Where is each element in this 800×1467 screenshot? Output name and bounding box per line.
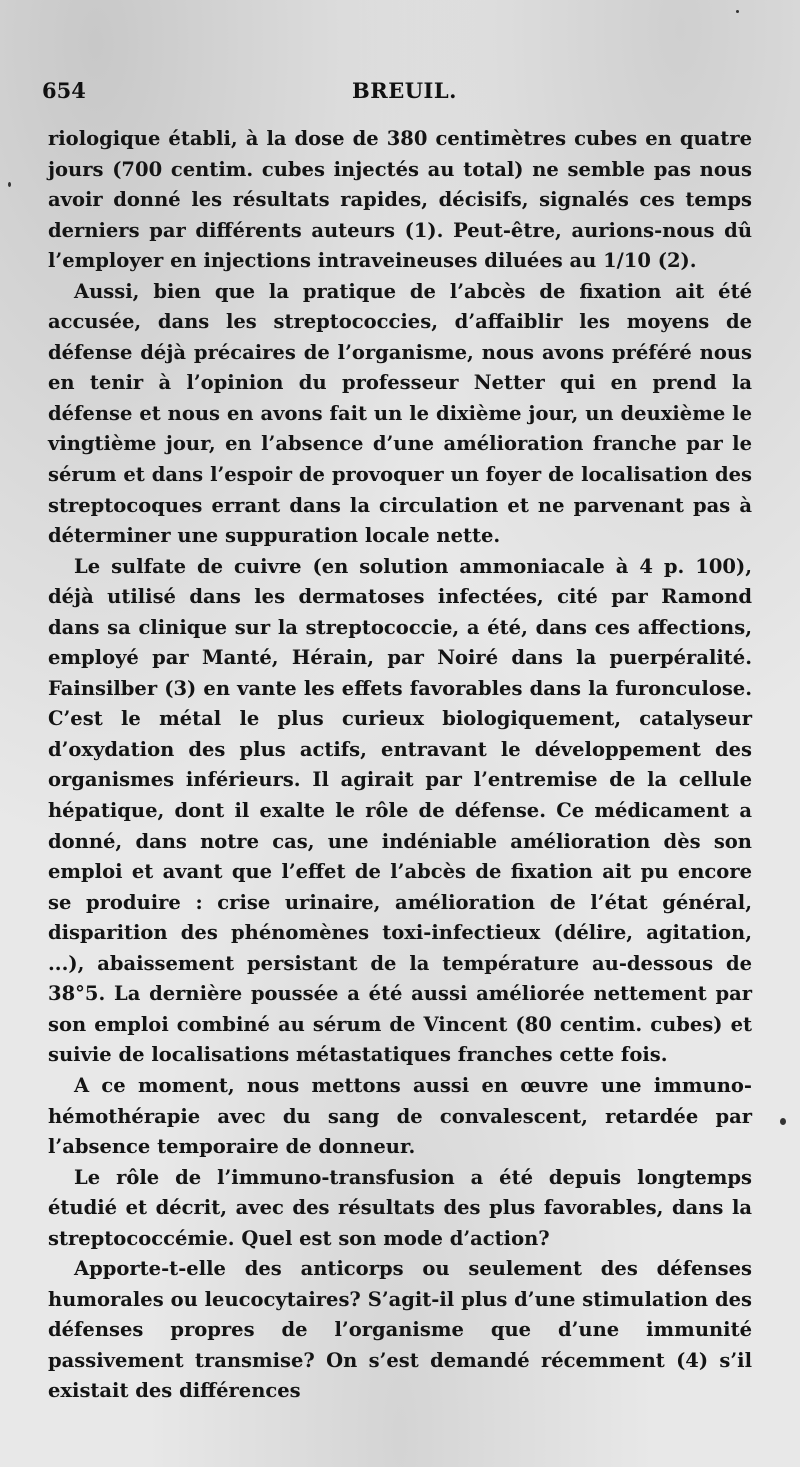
paragraph-2: Aussi, bien que la pratique de l’abcès de fixation ait été accusée, dans les streptococcies, d’affaiblir les moyens de défense déjà précaires de l’organisme, nous avons préféré nous en tenir à l’opinion du professeur Netter qui en prend la défense et nous en avons fait un le dixième jour, un deuxième le vingtième jour, en l’absence d’une amélioration franche par le sérum et dans l’espoir de provoquer un foyer de localisation des streptocoques errant dans la circulation et ne parvenant pas à déterminer une suppuration locale nette. (48, 279, 752, 548)
body-text (48, 124, 752, 1407)
ink-speck (8, 182, 11, 187)
running-head (42, 78, 762, 112)
paragraph-3: Le sulfate de cuivre (en solution ammoniacale à 4 p. 100), déjà utilisé dans les dermatoses infectées, cité par Ramond dans sa clinique sur la streptococcie, a été, dans ces affections, employé par Manté, Hérain, par Noiré dans la puerpéralité. Fainsilber (3) en vante les effets favorables dans la furonculose. C’est le métal le plus curieux biologiquement, catalyseur d’oxydation des plus actifs, entravant le développement des organismes inférieurs. Il agirait par l’entremise de la cellule hépatique, dont il exalte le rôle de défense. Ce médicament a donné, dans notre cas, une indéniable amélioration dès son emploi et avant que l’effet de l’abcès de fixation ait pu encore se produire : crise urinaire, amélioration de l’état général, disparition des phénomènes toxi-infectieux (délire, agitation, ...), abaissement persistant de la température au-dessous de 38°5. La dernière poussée a été aussi améliorée nettement par son emploi combiné au sérum de Vincent (80 centim. cubes) et suivie de localisations métastatiques franches cette fois. (48, 554, 752, 1067)
paragraph-1: riologique établi, à la dose de 380 centimètres cubes en quatre jours (700 centim. cubes injectés au total) ne semble pas nous avoir donné les résultats rapides, décisifs, signalés ces temps derniers par différents auteurs (1). Peut-être, aurions-nous dû l’employer en injections intraveineuses diluées au 1/10 (2). (48, 127, 752, 273)
ink-speck (780, 1118, 786, 1125)
page-number: 654 (42, 78, 86, 103)
paragraph-5: Le rôle de l’immuno-transfusion a été depuis longtemps étudié et décrit, avec des résultats des plus favorables, dans la streptococcémie. Quel est son mode d’action? (48, 1165, 752, 1250)
paragraph-4: A ce moment, nous mettons aussi en œuvre une immuno-hémothérapie avec du sang de convalescent, retardée par l’absence temporaire de donneur. (48, 1073, 752, 1159)
running-title: BREUIL. (352, 78, 457, 103)
ink-speck (736, 10, 739, 13)
paragraph-6: Apporte-t-elle des anticorps ou seulement des défenses humorales ou leucocytaires? S’agit-il plus d’une stimulation des défenses propres de l’organisme que d’une immunité passivement transmise? On s’est demandé récemment (4) s’il existait des différences (48, 1257, 752, 1403)
